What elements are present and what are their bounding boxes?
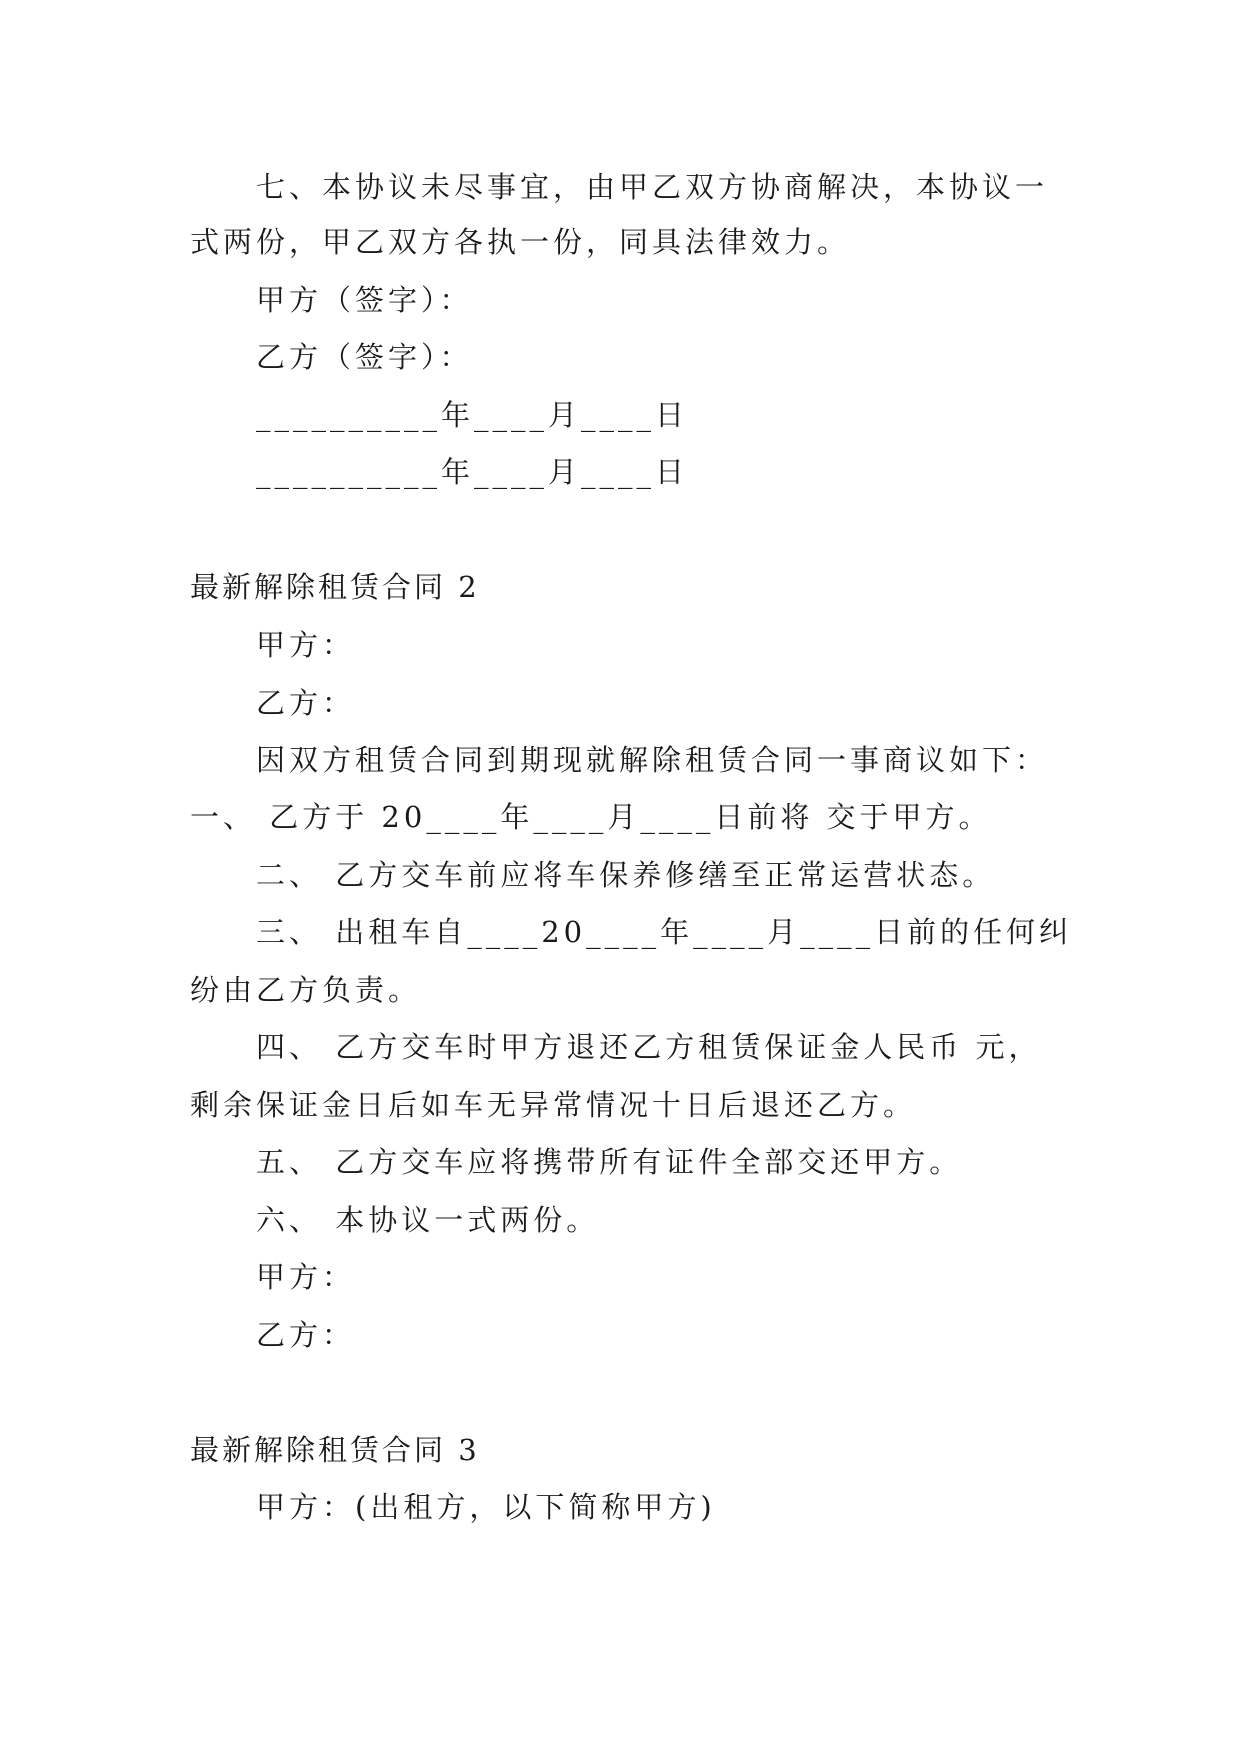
section-2-party-b: 乙方： bbox=[256, 686, 356, 720]
section-2-item-3-line-1: 三、 出租车自____20____年____月____日前的任何纠 bbox=[256, 915, 1073, 949]
date-line-1: __________年____月____日 bbox=[256, 398, 689, 432]
section-2-item-5: 五、 乙方交车应将携带所有证件全部交还甲方。 bbox=[256, 1145, 963, 1179]
section-2-title: 最新解除租赁合同 2 bbox=[190, 570, 480, 604]
section-2-item-6: 六、 本协议一式两份。 bbox=[256, 1203, 600, 1237]
section-2-party-b-end: 乙方： bbox=[256, 1318, 356, 1352]
section-2-item-3-line-2: 纷由乙方负责。 bbox=[190, 973, 422, 1007]
clause-7-line-1: 七、本协议未尽事宜，由甲乙双方协商解决，本协议一 bbox=[256, 170, 1049, 204]
date-line-2: __________年____月____日 bbox=[256, 455, 689, 489]
section-2-item-2: 二、 乙方交车前应将车保养修缮至正常运营状态。 bbox=[256, 858, 996, 892]
section-2-item-4-line-2: 剩余保证金日后如车无异常情况十日后退还乙方。 bbox=[190, 1088, 917, 1122]
clause-7-line-2: 式两份，甲乙双方各执一份，同具法律效力。 bbox=[190, 225, 851, 259]
party-a-signature-label: 甲方（签字）： bbox=[256, 283, 473, 317]
section-2-item-1: 一、 乙方于 20____年____月____日前将 交于甲方。 bbox=[190, 800, 992, 834]
section-2-intro: 因双方租赁合同到期现就解除租赁合同一事商议如下： bbox=[256, 743, 1049, 777]
section-2-party-a-end: 甲方： bbox=[256, 1260, 356, 1294]
party-b-signature-label: 乙方（签字）： bbox=[256, 340, 473, 374]
section-3-party-a: 甲方：(出租方，以下简称甲方) bbox=[256, 1490, 716, 1524]
section-2-party-a: 甲方： bbox=[256, 628, 356, 662]
section-2-item-4-line-1: 四、 乙方交车时甲方退还乙方租赁保证金人民币 元， bbox=[256, 1030, 1042, 1064]
section-3-title: 最新解除租赁合同 3 bbox=[190, 1433, 480, 1467]
